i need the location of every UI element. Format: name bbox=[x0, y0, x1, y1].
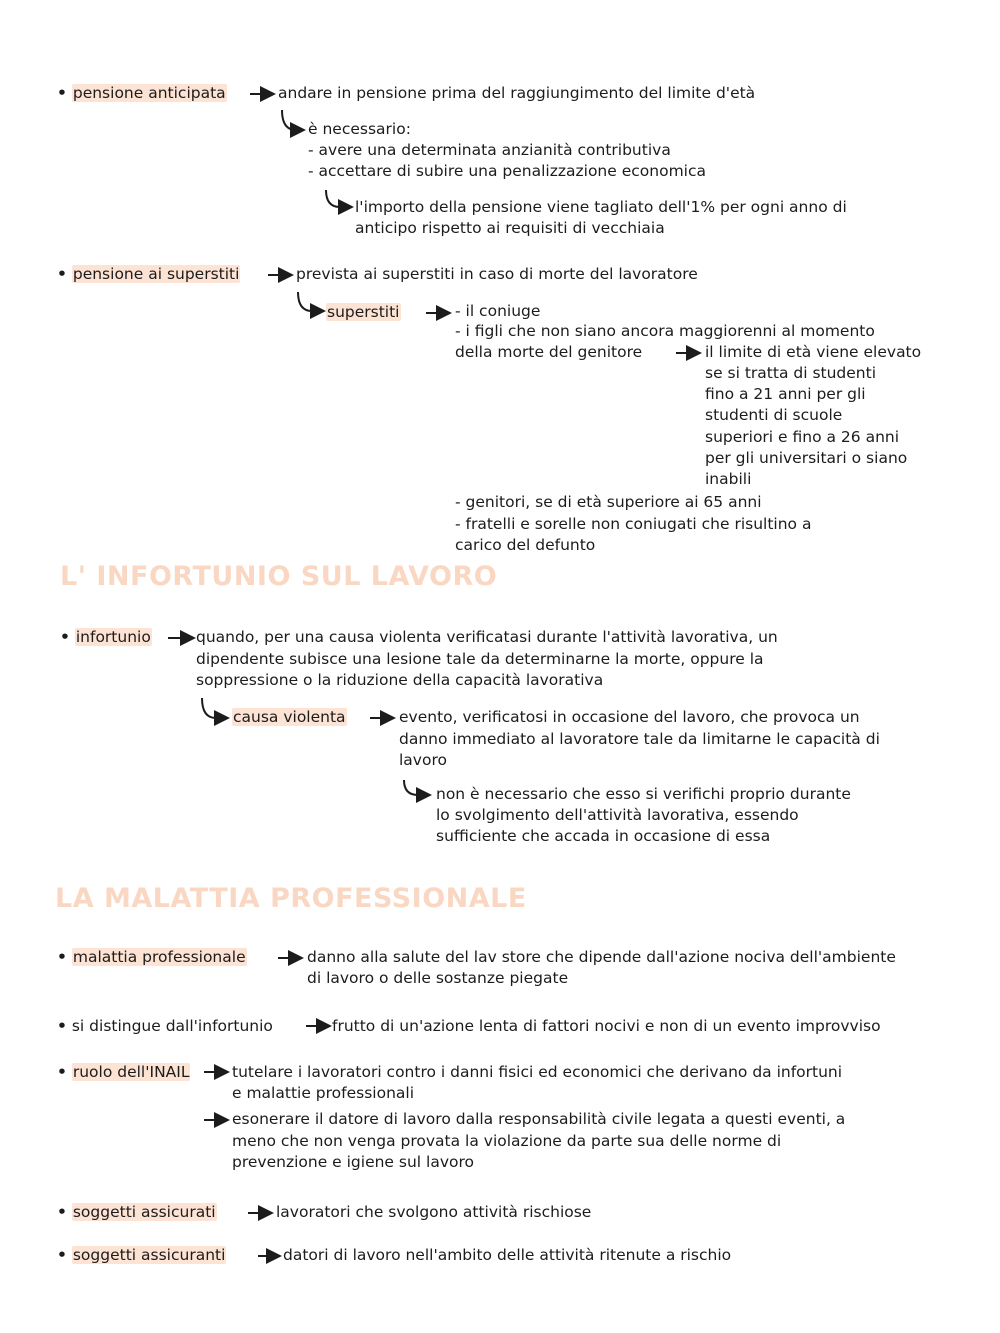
list-item: carico del defunto bbox=[455, 536, 596, 554]
curved-arrow-icon bbox=[298, 292, 324, 311]
note-text: è necessario: bbox=[308, 120, 411, 138]
definition: danno immediato al lavoratore tale da limitarne le capacità di bbox=[399, 730, 880, 748]
definition: quando, per una causa violenta verificatasi durante l'attività lavorativa, un bbox=[196, 628, 778, 646]
note-text: inabili bbox=[705, 470, 752, 488]
definition: evento, verificatosi in occasione del lavoro, che provoca un bbox=[399, 708, 860, 726]
bullet-assicuranti: • soggetti assicuranti bbox=[57, 1246, 226, 1264]
sub-term bbox=[232, 707, 347, 728]
list-item: - i figli che non siano ancora maggiorenni al momento bbox=[455, 322, 875, 340]
definition: prevenzione e igiene sul lavoro bbox=[232, 1153, 474, 1171]
definition: andare in pensione prima del raggiungimento del limite d'età bbox=[278, 84, 756, 102]
term-highlight: soggetti assicurati bbox=[72, 1203, 216, 1221]
definition: lavoratori che svolgono attività rischiose bbox=[276, 1203, 592, 1221]
definition: soppressione o la riduzione della capacità lavorativa bbox=[196, 671, 604, 689]
note-text: non è necessario che esso si verifichi proprio durante bbox=[436, 785, 851, 803]
definition: esonerare il datore di lavoro dalla responsabilità civile legata a questi eventi, a bbox=[232, 1110, 846, 1128]
definition: frutto di un'azione lenta di fattori nocivi e non di un evento improvviso bbox=[332, 1017, 881, 1035]
term-text: si distingue dall'infortunio bbox=[71, 1017, 273, 1035]
term-highlight: pensione anticipata bbox=[72, 84, 226, 102]
sub-term bbox=[326, 302, 401, 323]
note-text: fino a 21 anni per gli bbox=[705, 385, 866, 403]
curved-arrow-icon bbox=[282, 110, 304, 130]
section-heading: L' INFORTUNIO SUL LAVORO bbox=[60, 561, 498, 592]
term-highlight: pensione ai superstiti bbox=[72, 265, 240, 283]
term-highlight: soggetti assicuranti bbox=[72, 1246, 226, 1264]
definition: lavoro bbox=[399, 751, 447, 769]
section-heading: LA MALATTIA PROFESSIONALE bbox=[55, 883, 527, 914]
curved-arrow-icon bbox=[202, 698, 228, 718]
bullet-malattia: • malattia professionale bbox=[57, 948, 246, 966]
definition: danno alla salute del lav store che dipende dall'azione nociva dell'ambiente bbox=[307, 948, 896, 966]
note-text: superiori e fino a 26 anni bbox=[705, 428, 900, 446]
definition: datori di lavoro nell'ambito delle attività ritenute a rischio bbox=[283, 1246, 732, 1264]
list-item: - il coniuge bbox=[455, 302, 541, 320]
list-item: - fratelli e sorelle non coniugati che risultino a bbox=[455, 515, 812, 533]
curved-arrow-icon bbox=[326, 190, 352, 207]
definition: e malattie professionali bbox=[232, 1084, 415, 1102]
definition: di lavoro o delle sostanze piegate bbox=[307, 969, 569, 987]
list-item: della morte del genitore bbox=[455, 343, 643, 361]
definition: meno che non venga provata la violazione da parte sua delle norme di bbox=[232, 1132, 782, 1150]
definition: dipendente subisce una lesione tale da determinarne la morte, oppure la bbox=[196, 650, 764, 668]
term-highlight: ruolo dell'INAIL bbox=[72, 1063, 190, 1081]
list-item: - avere una determinata anzianità contributiva bbox=[308, 141, 671, 159]
bullet-pensione-anticipata: • pensione anticipata bbox=[57, 84, 226, 102]
note-text: studenti di scuole bbox=[705, 406, 843, 424]
term-highlight: infortunio bbox=[75, 628, 151, 646]
bullet-distingue: • si distingue dall'infortunio bbox=[57, 1017, 273, 1035]
bullet-assicurati: • soggetti assicurati bbox=[57, 1203, 216, 1221]
note-text: l'importo della pensione viene tagliato dell'1% per ogni anno di bbox=[355, 198, 847, 216]
note-text: il limite di età viene elevato bbox=[705, 343, 922, 361]
term-highlight: malattia professionale bbox=[72, 948, 246, 966]
term-highlight: causa violenta bbox=[233, 708, 346, 726]
curved-arrow-icon bbox=[404, 780, 430, 795]
bullet-pensione-superstiti: • pensione ai superstiti bbox=[57, 265, 240, 283]
note-text: per gli universitari o siano bbox=[705, 449, 908, 467]
note-text: lo svolgimento dell'attività lavorativa, essendo bbox=[436, 806, 799, 824]
term-highlight: superstiti bbox=[327, 303, 400, 321]
bullet-inail: • ruolo dell'INAIL bbox=[57, 1063, 190, 1081]
list-item: - genitori, se di età superiore ai 65 anni bbox=[455, 493, 762, 511]
note-text: se si tratta di studenti bbox=[705, 364, 877, 382]
definition: prevista ai superstiti in caso di morte del lavoratore bbox=[296, 265, 698, 283]
list-item: - accettare di subire una penalizzazione economica bbox=[308, 162, 706, 180]
note-text: anticipo rispetto ai requisiti di vecchiaia bbox=[355, 219, 665, 237]
definition: tutelare i lavoratori contro i danni fisici ed economici che derivano da infortuni bbox=[232, 1063, 843, 1081]
note-text: sufficiente che accada in occasione di essa bbox=[436, 827, 771, 845]
bullet-infortunio: • infortunio bbox=[60, 628, 151, 646]
